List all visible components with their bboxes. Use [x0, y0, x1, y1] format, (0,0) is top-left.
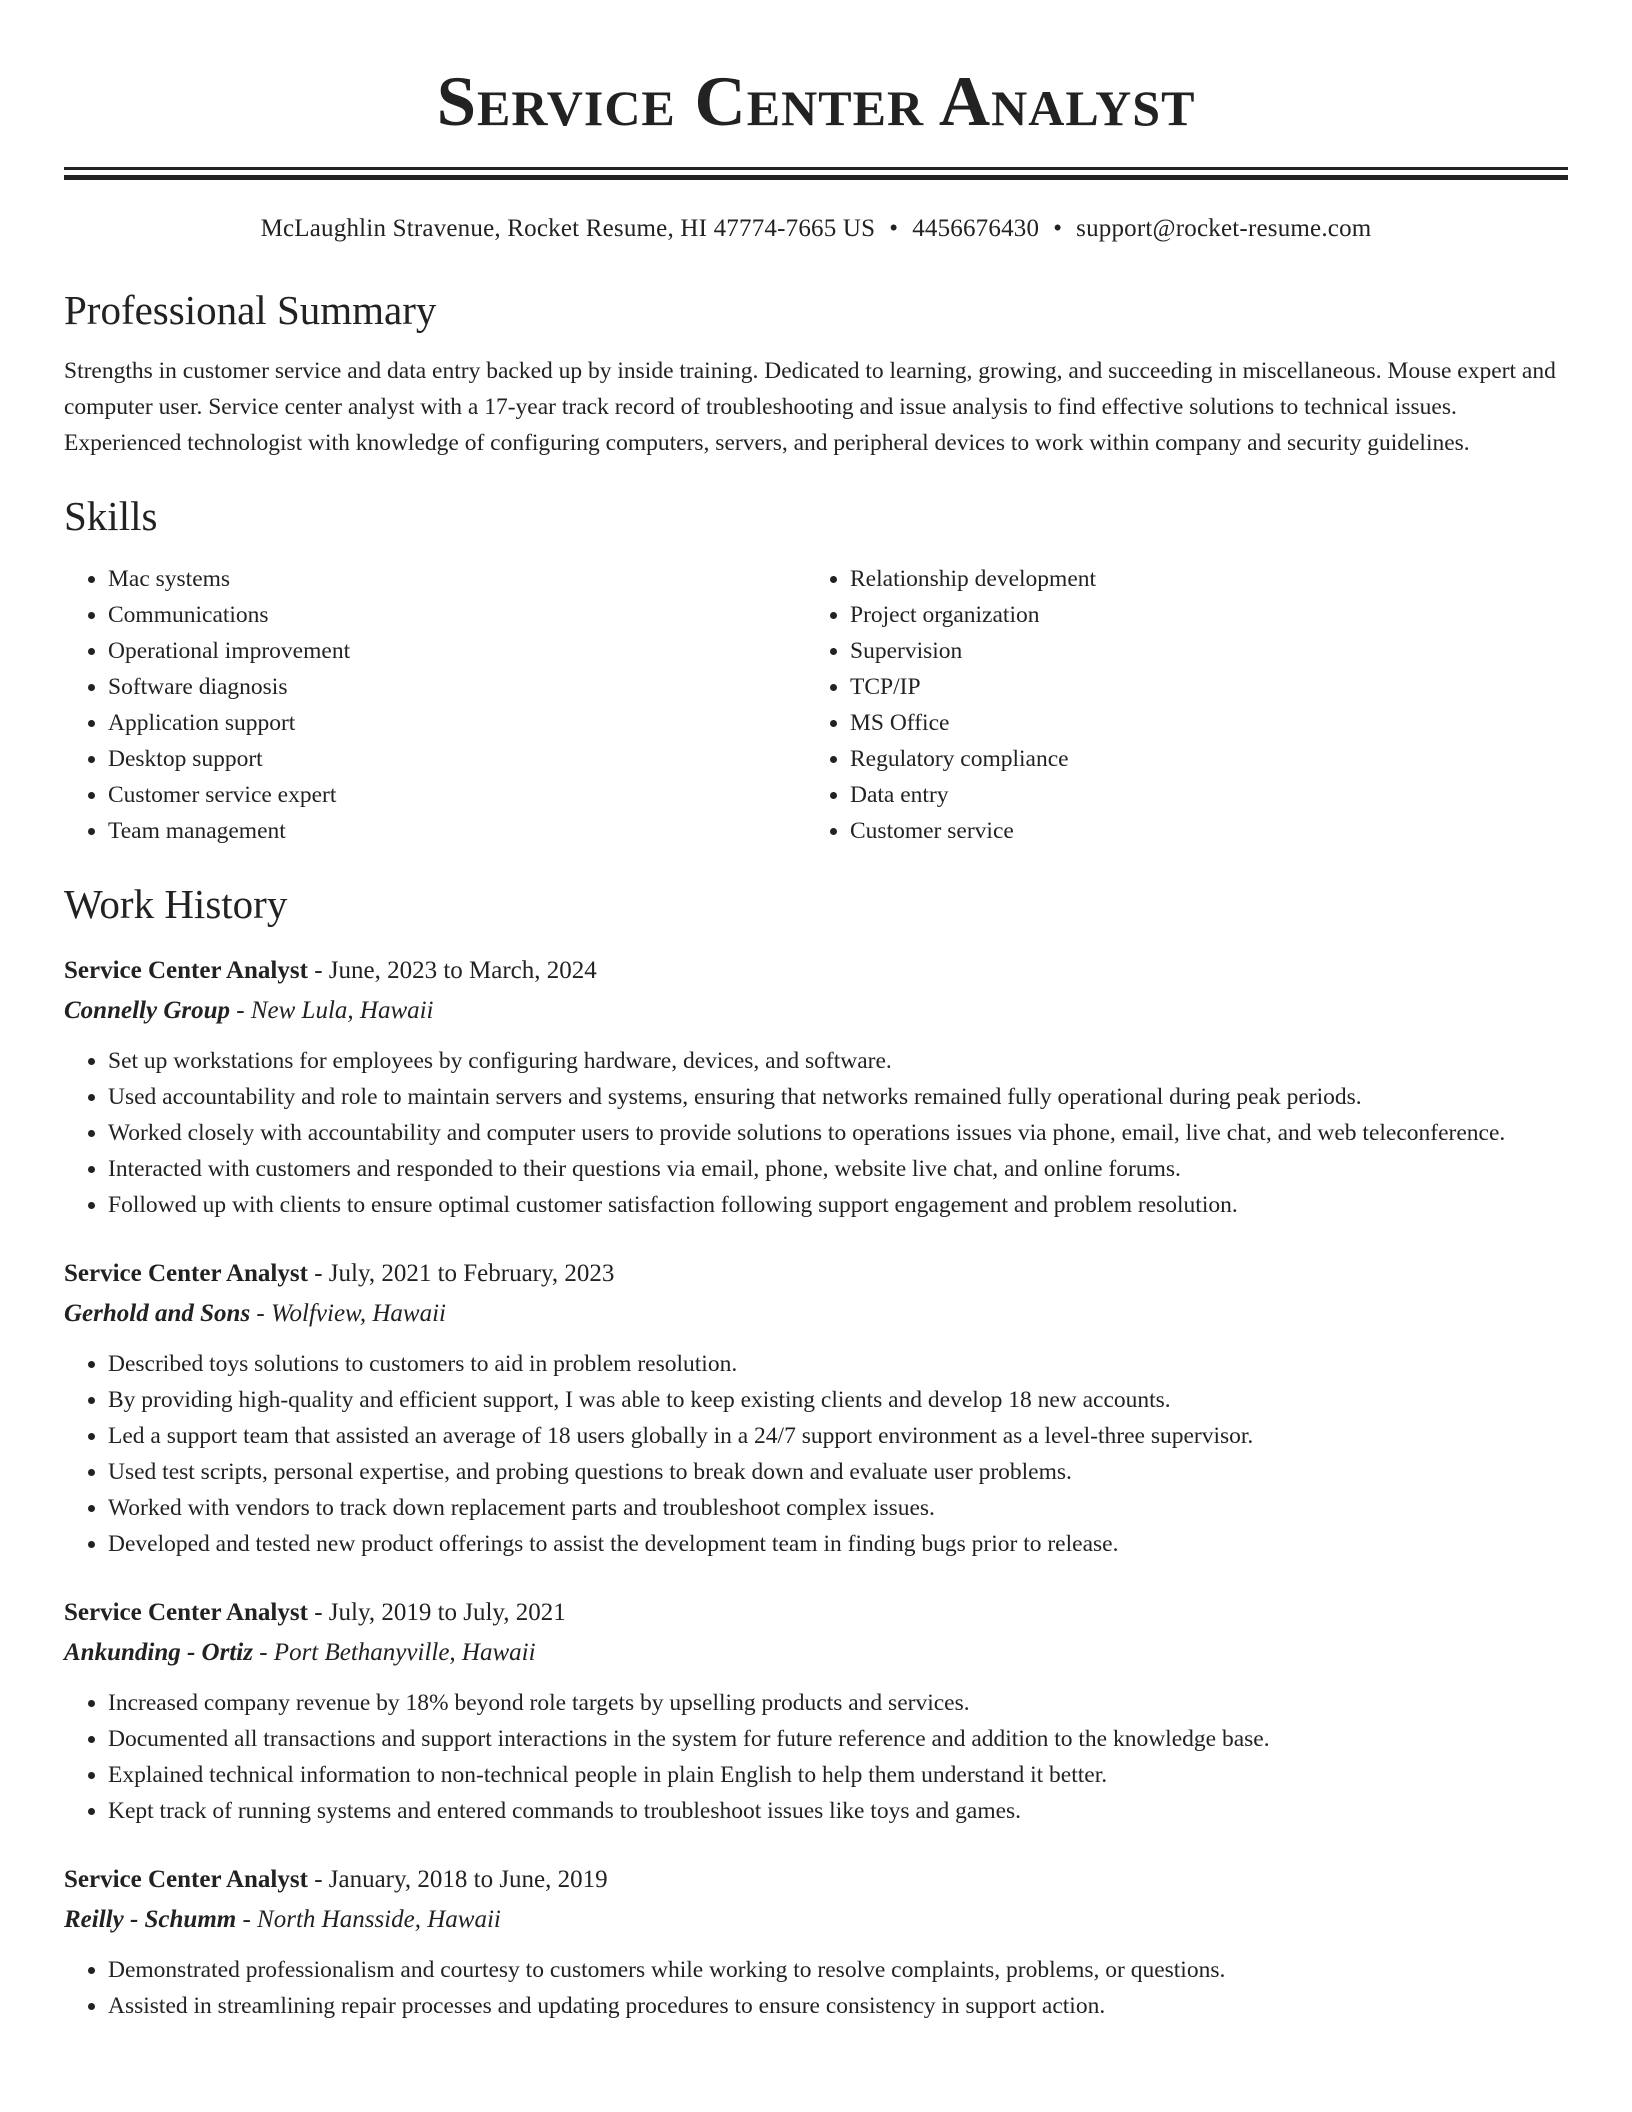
skill-item: • TCP/IP	[850, 669, 1550, 705]
job-bullet: • Interacted with customers and responded to their questions via email, phone, website live chat, and online forums.	[108, 1151, 1568, 1187]
skill-item: • Operational improvement	[108, 633, 806, 669]
job-bullets	[64, 1043, 1568, 1223]
company-location: - Port Bethanyville, Hawaii	[252, 1639, 536, 1666]
job-bullet: • By providing high-quality and efficient support, I was able to keep existing clients and develop 18 new accounts.	[108, 1382, 1568, 1418]
job-dates: - July, 2019 to July, 2021	[307, 1599, 566, 1626]
job-bullet: • Explained technical information to non-technical people in plain English to help them understand it better.	[108, 1757, 1568, 1793]
summary-heading: Professional Summary	[64, 287, 437, 333]
contact-separator: •	[889, 215, 899, 242]
job-entry	[64, 1256, 1568, 1562]
company-line	[64, 1902, 1568, 1938]
job-bullets	[64, 1346, 1568, 1562]
skill-item: • Relationship development	[850, 561, 1550, 597]
skill-item: • Regulatory compliance	[850, 741, 1550, 777]
skills-heading: Skills	[64, 493, 158, 539]
job-bullet: • Developed and tested new product offerings to assist the development team in finding bugs prior to release.	[108, 1526, 1568, 1562]
skill-item: • MS Office	[850, 705, 1550, 741]
job-dates: - January, 2018 to June, 2019	[307, 1866, 608, 1893]
company-location: - New Lula, Hawaii	[230, 997, 434, 1024]
skill-item: • Customer service	[850, 813, 1550, 849]
company-line	[64, 993, 1568, 1029]
job-bullet: • Kept track of running systems and entered commands to troubleshoot issues like toys and games.	[108, 1793, 1568, 1829]
header-divider-top	[64, 167, 1568, 170]
job-title-line	[64, 953, 1568, 989]
job-bullet: • Used accountability and role to maintain servers and systems, ensuring that networks remained fully operational during peak periods.	[108, 1079, 1568, 1115]
summary-text: Strengths in customer service and data entry backed up by inside training. Dedicated to learning, growing, and succeeding in miscellaneous. Mouse expert and computer user. Service center analyst with a 17-year track record of troubleshooting and issue analysis to find effective solutions to technical issues. Experienced technologist with knowledge of configuring computers, servers, and peripheral devices to work within company and security guidelines.	[64, 358, 1556, 456]
job-bullet: • Set up workstations for employees by configuring hardware, devices, and software.	[108, 1043, 1568, 1079]
job-bullet: • Described toys solutions to customers to aid in problem resolution.	[108, 1346, 1568, 1382]
job-bullet: • Worked with vendors to track down replacement parts and troubleshoot complex issues.	[108, 1490, 1568, 1526]
skills-column-left	[64, 561, 806, 849]
job-bullets	[64, 1685, 1568, 1829]
skill-item: • Project organization	[850, 597, 1550, 633]
company-name: Reilly - Schumm	[64, 1906, 237, 1933]
company-name: Connelly Group	[64, 997, 231, 1024]
job-bullets	[64, 1952, 1568, 2024]
contact-email: support@rocket-resume.com	[1076, 215, 1372, 242]
company-location: - Wolfview, Hawaii	[250, 1300, 446, 1327]
contact-address: McLaughlin Stravenue, Rocket Resume, HI 47774-7665 US	[260, 215, 876, 242]
job-bullet: • Increased company revenue by 18% beyond role targets by upselling products and services.	[108, 1685, 1568, 1721]
job-dates: - July, 2021 to February, 2023	[307, 1260, 615, 1287]
resume-name-heading: Service Center Analyst	[436, 63, 1196, 141]
skills-column-right	[806, 561, 1550, 849]
skill-item: • Supervision	[850, 633, 1550, 669]
skill-item: • Communications	[108, 597, 806, 633]
job-bullet: • Documented all transactions and support interactions in the system for future reference and addition to the knowledge base.	[108, 1721, 1568, 1757]
company-location: - North Hansside, Hawaii	[236, 1906, 501, 1933]
resume-page	[64, 0, 1568, 2024]
job-title-line	[64, 1595, 1568, 1631]
job-title: Service Center Analyst	[64, 1599, 308, 1626]
contact-separator: •	[1053, 215, 1063, 242]
job-bullet: • Used test scripts, personal expertise, and probing questions to break down and evaluate user problems.	[108, 1454, 1568, 1490]
job-bullet: • Followed up with clients to ensure optimal customer satisfaction following support engagement and problem resolution.	[108, 1187, 1568, 1223]
job-entry	[64, 953, 1568, 1223]
job-dates: - June, 2023 to March, 2024	[307, 957, 597, 984]
job-bullet: • Worked closely with accountability and computer users to provide solutions to operations issues via phone, email, live chat, and web teleconference.	[108, 1115, 1568, 1151]
job-bullet: • Assisted in streamlining repair processes and updating procedures to ensure consistency in support action.	[108, 1988, 1568, 2024]
contact-line	[64, 213, 1568, 245]
job-title: Service Center Analyst	[64, 1866, 308, 1893]
skill-item: • Application support	[108, 705, 806, 741]
skill-item: • Desktop support	[108, 741, 806, 777]
skill-item: • Mac systems	[108, 561, 806, 597]
work-history-heading: Work History	[64, 881, 288, 927]
job-title: Service Center Analyst	[64, 1260, 308, 1287]
header-divider-bottom	[64, 175, 1568, 180]
job-entry	[64, 1595, 1568, 1829]
job-title: Service Center Analyst	[64, 957, 308, 984]
job-title-line	[64, 1256, 1568, 1292]
skill-item: • Customer service expert	[108, 777, 806, 813]
company-line	[64, 1296, 1568, 1332]
company-line	[64, 1635, 1568, 1671]
skills-list	[64, 561, 1568, 849]
company-name: Ankunding - Ortiz	[64, 1639, 253, 1666]
contact-phone: 4456676430	[912, 215, 1040, 242]
skill-item: • Team management	[108, 813, 806, 849]
job-bullet: • Demonstrated professionalism and courtesy to customers while working to resolve complaints, problems, or questions.	[108, 1952, 1568, 1988]
skill-item: • Software diagnosis	[108, 669, 806, 705]
job-title-line	[64, 1862, 1568, 1898]
job-bullet: • Led a support team that assisted an average of 18 users globally in a 24/7 support environment as a level-three supervisor.	[108, 1418, 1568, 1454]
skill-item: • Data entry	[850, 777, 1550, 813]
company-name: Gerhold and Sons	[64, 1300, 251, 1327]
job-entry	[64, 1862, 1568, 2024]
